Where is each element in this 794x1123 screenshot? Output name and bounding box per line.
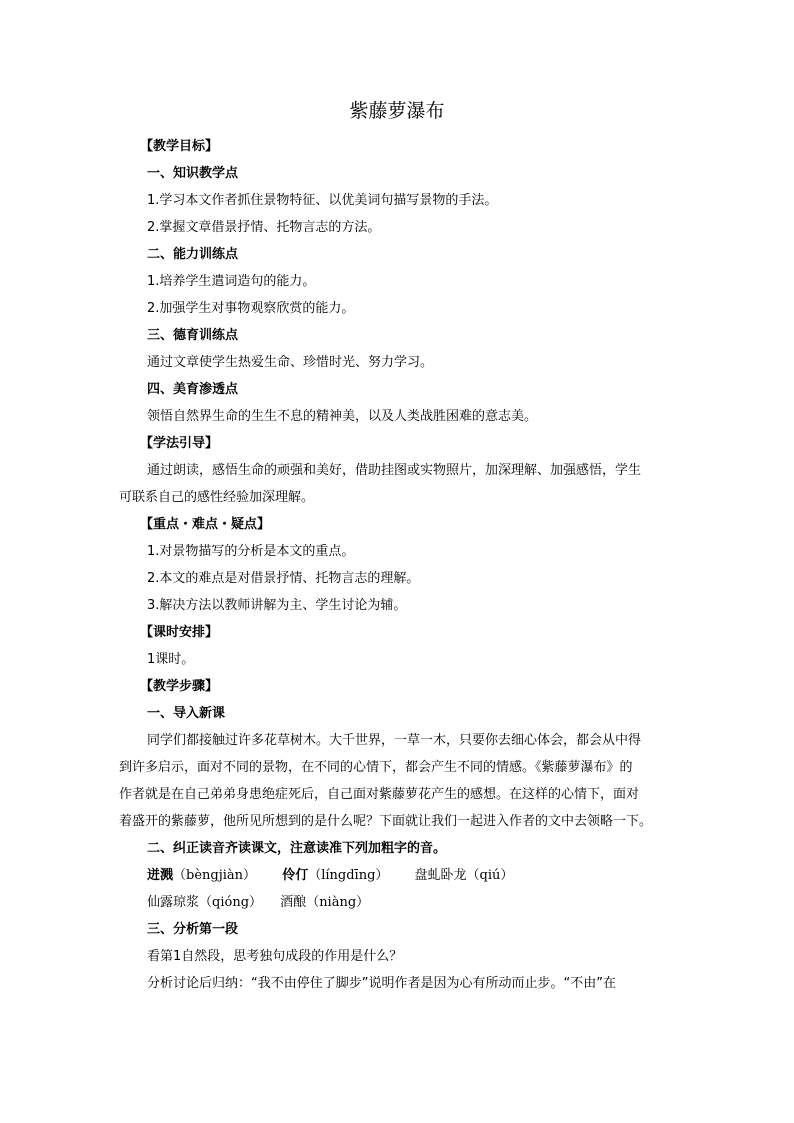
ability-item-2: 2.加强学生对事物观察欣赏的能力。 xyxy=(147,301,355,316)
method-text-line-2: 可联系自己的感性经验加深理解。 xyxy=(119,490,315,505)
pron-term xyxy=(147,893,262,913)
pron-pinyin: （qióng） xyxy=(199,895,263,910)
pron-term xyxy=(415,866,514,886)
paragraph-analysis-header: 三、分析第一段 xyxy=(147,922,239,937)
knowledge-header: 一、知识教学点 xyxy=(147,166,239,181)
aesthetic-item-1: 领悟自然界生命的生生不息的精神美，以及人类战胜困难的意志美。 xyxy=(147,409,538,424)
pron-pinyin: （bèngjiàn） xyxy=(173,868,257,883)
key-point-2: 2.本文的难点是对借景抒情、托物言志的理解。 xyxy=(147,571,420,586)
pron-word: 伶仃 xyxy=(282,868,309,883)
pron-term xyxy=(147,866,256,886)
pronunciation-row-1 xyxy=(147,866,687,886)
pron-term xyxy=(282,866,388,886)
schedule-header: 【课时安排】 xyxy=(140,625,219,640)
intro-line-3: 作者就是在自己弟弟身患绝症死后，自己面对紫藤萝花产生的感想。在这样的心情下，面对 xyxy=(119,787,640,802)
intro-line-1: 同学们都接触过许多花草树木。大千世界，一草一木，只要你去细心体会，都会从中得 xyxy=(147,733,642,748)
pron-word: 迸溅 xyxy=(147,868,174,883)
schedule-item-1: 1课时。 xyxy=(147,652,195,667)
aesthetic-header: 四、美育渗透点 xyxy=(147,382,239,397)
knowledge-item-2: 2.掌握文章借景抒情、托物言志的方法。 xyxy=(147,220,381,235)
method-text-line-1: 通过朗读，感悟生命的顽强和美好，借助挂图或实物照片，加深理解、加强感悟，学生 xyxy=(147,463,642,478)
ability-header: 二、能力训练点 xyxy=(147,247,239,262)
intro-header: 一、导入新课 xyxy=(147,706,226,721)
moral-item-1: 通过文章使学生热爱生命、珍惜时光、努力学习。 xyxy=(147,355,434,370)
steps-header: 【教学步骤】 xyxy=(140,679,219,694)
paragraph-analysis-line-2: 分析讨论后归纳：“我不由停住了脚步”说明作者是因为心有所动而止步。“不由”在 xyxy=(147,976,616,991)
pron-pinyin: （língdīng） xyxy=(308,868,389,883)
pronunciation-row-2 xyxy=(147,893,687,913)
key-point-1: 1.对景物描写的分析是本文的重点。 xyxy=(147,544,355,559)
pron-word: 盘虬卧龙 xyxy=(414,868,467,883)
knowledge-item-1: 1.学习本文作者抓住景物特征、以优美词句描写景物的手法。 xyxy=(147,193,498,208)
key-point-3: 3.解决方法以教师讲解为主、学生讨论为辅。 xyxy=(147,598,407,613)
pron-pinyin: （niàng） xyxy=(306,895,370,910)
key-points-header: 【重点・难点・疑点】 xyxy=(140,517,271,532)
pron-word: 仙露琼浆 xyxy=(147,895,200,910)
document-title: 紫藤萝瀑布 xyxy=(349,100,445,122)
ability-item-1: 1.培养学生遣词造句的能力。 xyxy=(147,274,316,289)
teaching-goals-header: 【教学目标】 xyxy=(140,139,219,154)
intro-line-4: 着盛开的紫藤萝，他所见所想到的是什么呢？下面就让我们一起进入作者的文中去领略一下。 xyxy=(119,814,653,829)
moral-header: 三、德育训练点 xyxy=(147,328,239,343)
method-header: 【学法引导】 xyxy=(140,436,219,451)
paragraph-analysis-line-1: 看第1自然段，思考独句成段的作用是什么？ xyxy=(147,949,403,964)
pron-pinyin: （qiú） xyxy=(466,868,514,883)
pronunciation-header: 二、纠正读音齐读课文，注意读准下列加粗字的音。 xyxy=(147,841,447,856)
intro-line-2: 到许多启示，面对不同的景物，在不同的心情下，都会产生不同的情感。《紫藤萝瀑布》的 xyxy=(119,760,633,775)
pron-word: 酒酿 xyxy=(280,895,307,910)
pron-term xyxy=(280,893,369,913)
